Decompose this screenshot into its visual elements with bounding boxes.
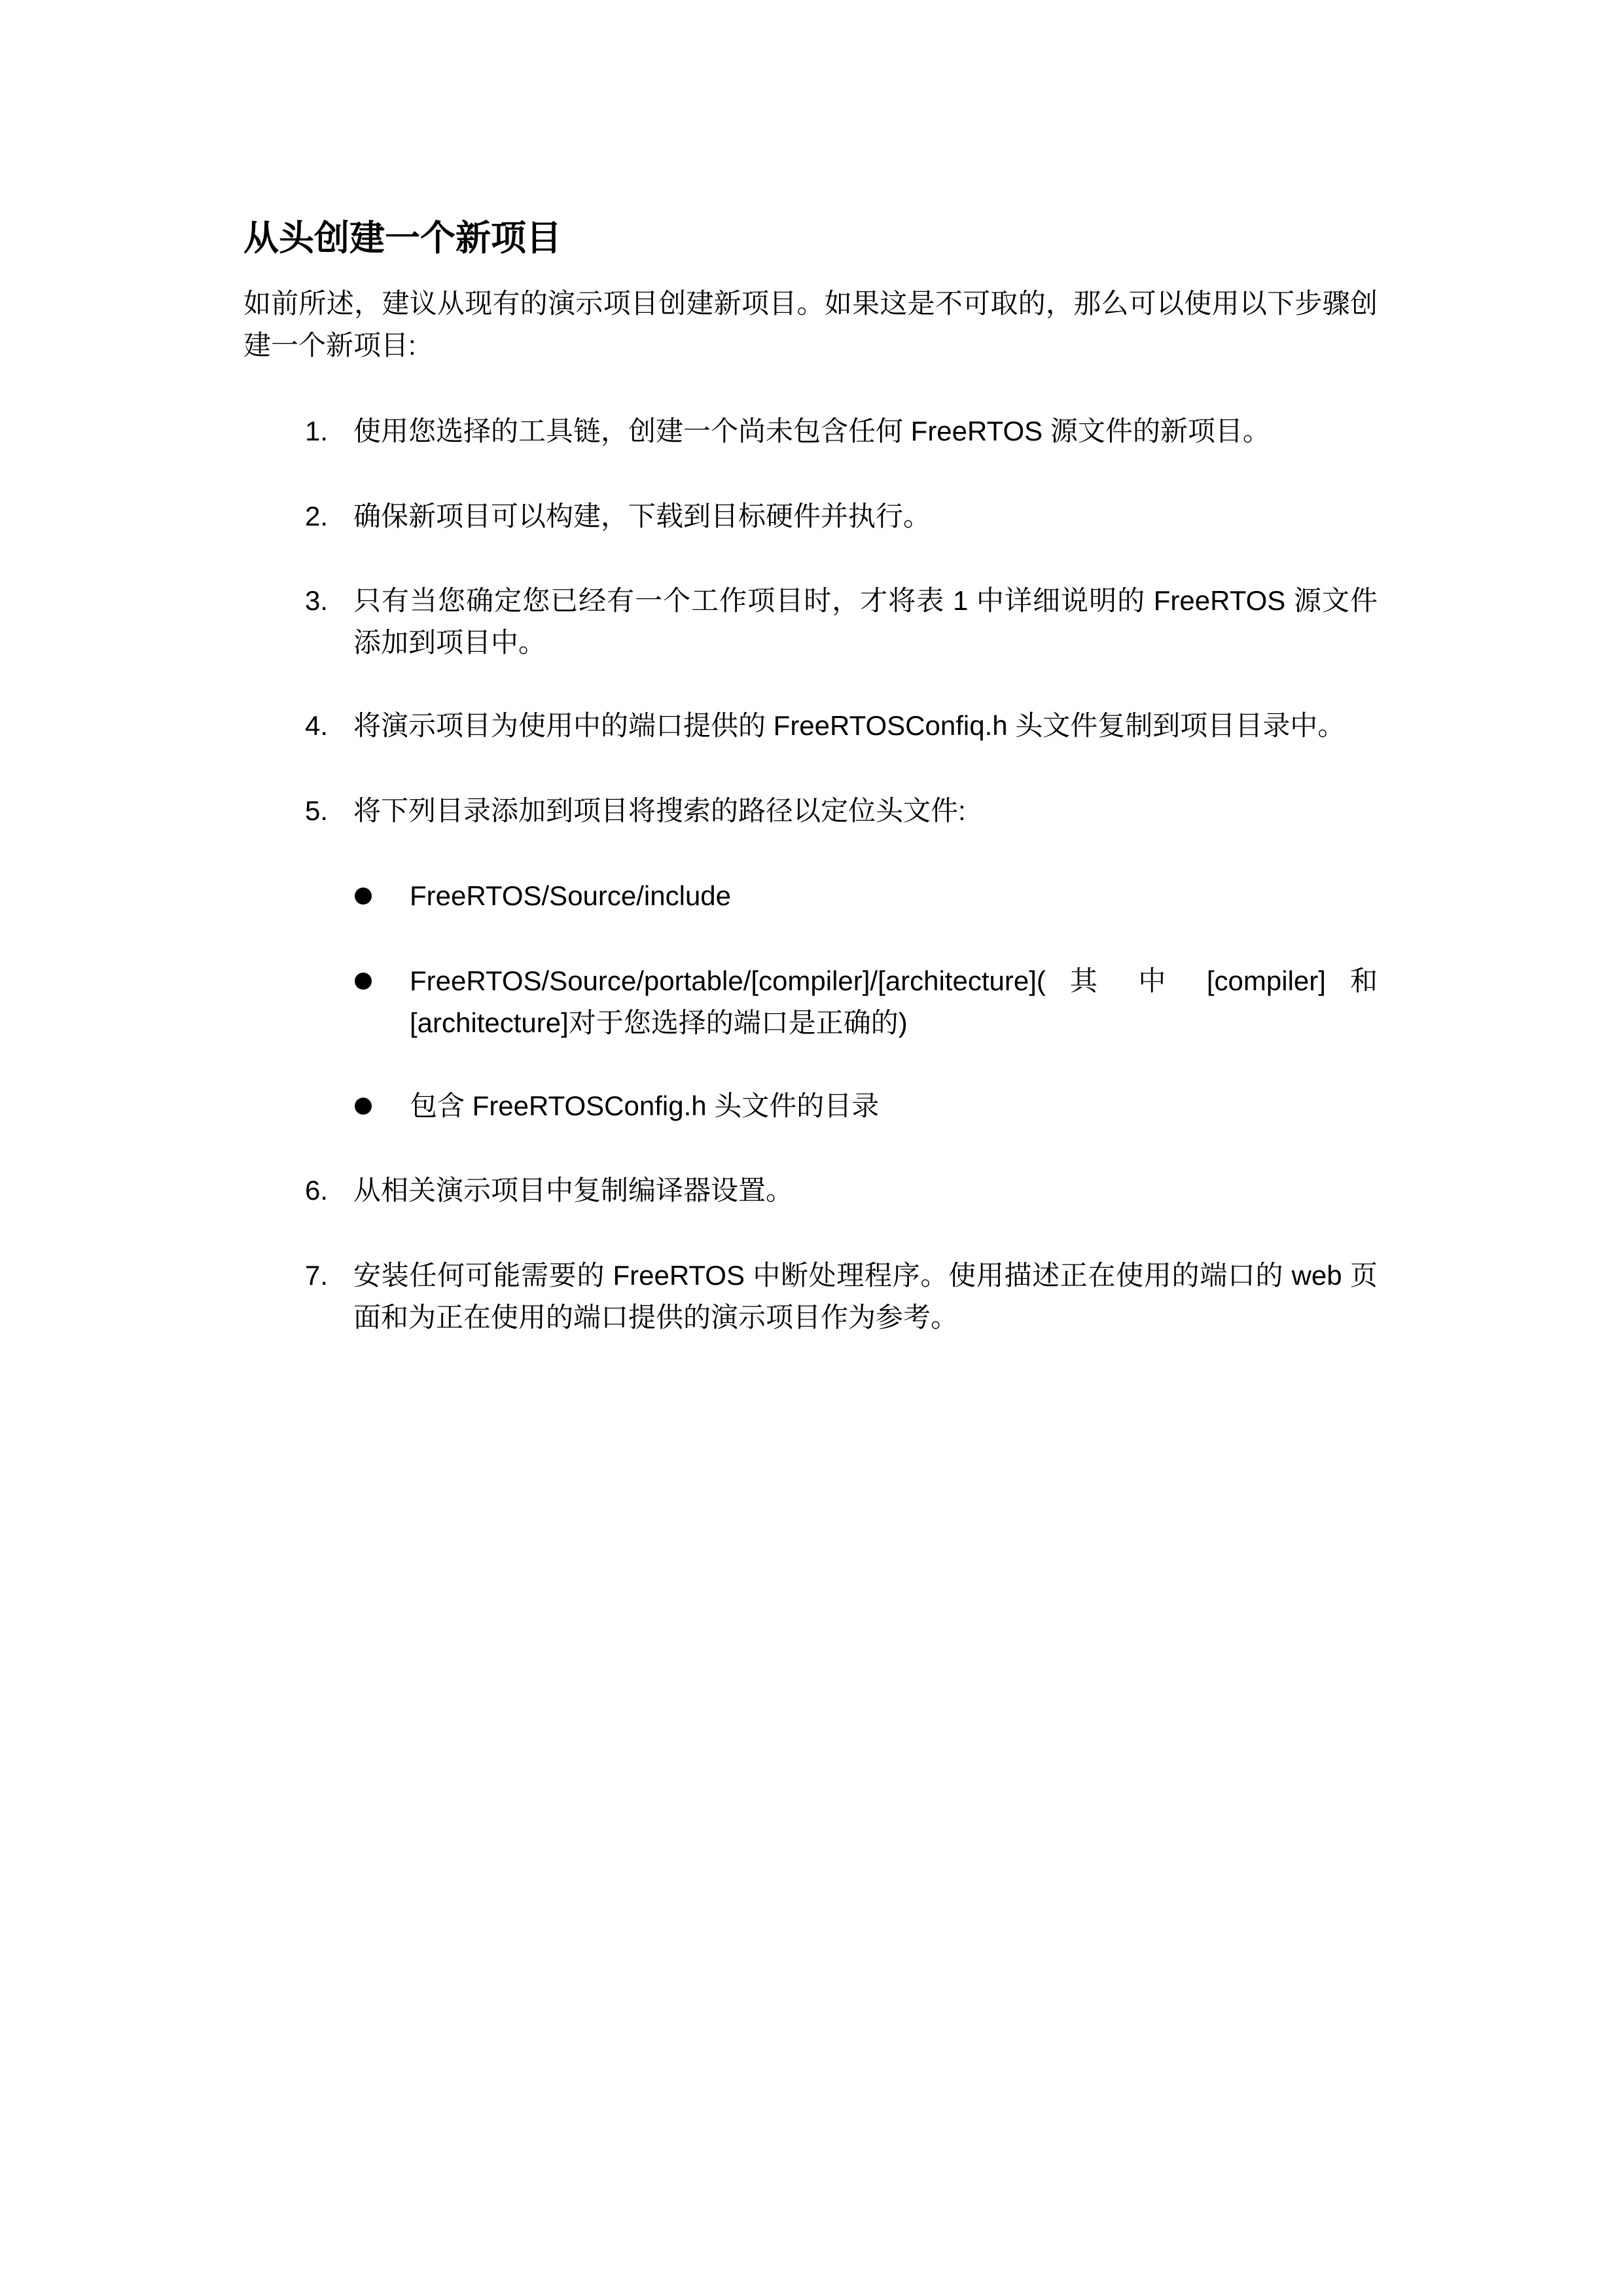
step-text: 确保新项目可以构建，下载到目标硬件并执行。	[353, 501, 931, 531]
step-item	[305, 790, 1378, 832]
step-text: 将演示项目为使用中的端口提供的 FreeRTOSConfiq.h 头文件复制到项目目录中。	[353, 710, 1346, 741]
bullet-item	[355, 1085, 1378, 1127]
step-text: 从相关演示项目中复制编译器设置。	[353, 1175, 794, 1206]
bullet-icon	[355, 888, 372, 905]
step-number: 5.	[305, 795, 329, 826]
bullet-item	[355, 875, 1378, 917]
step-item	[305, 410, 1378, 452]
step-text: 安装任何可能需要的 FreeRTOS 中断处理程序。使用描述正在使用的端口的 web 页面和为正在使用的端口提供的演示项目作为参考。	[353, 1260, 1378, 1333]
step-number: 7.	[305, 1260, 329, 1291]
step-number: 4.	[305, 710, 329, 741]
step-item	[305, 1255, 1378, 1338]
bullet-text: FreeRTOS/Source/include	[410, 880, 732, 911]
step-item	[305, 705, 1378, 747]
section-title: 从头创建一个新项目	[243, 219, 562, 258]
step-number: 6.	[305, 1175, 329, 1206]
step-number: 2.	[305, 501, 329, 531]
step-text: 将下列目录添加到项目将搜索的路径以定位头文件:	[353, 795, 966, 826]
step-item	[305, 495, 1378, 537]
bullet-item	[355, 960, 1378, 1043]
step-item	[305, 580, 1378, 663]
bullet-icon	[355, 973, 372, 990]
step-number: 1.	[305, 416, 329, 446]
step-number: 3.	[305, 585, 329, 616]
step-item	[305, 1170, 1378, 1211]
intro-paragraph: 如前所述，建议从现有的演示项目创建新项目。如果这是不可取的，那么可以使用以下步骤创建一个新项目:	[243, 288, 1378, 361]
step-text: 使用您选择的工具链，创建一个尚未包含任何 FreeRTOS 源文件的新项目。	[353, 416, 1270, 446]
bullet-text: 包含 FreeRTOSConfig.h 头文件的目录	[410, 1090, 880, 1121]
step-text: 只有当您确定您已经有一个工作项目时，才将表 1 中详细说明的 FreeRTOS 源文件添加到项目中。	[353, 585, 1378, 658]
bullet-icon	[355, 1098, 372, 1115]
bullet-text: FreeRTOS/Source/portable/[compiler]/[architecture]( 其 中 [compiler] 和 [architecture]对于您选择的端口是正确的)	[410, 965, 1378, 1038]
